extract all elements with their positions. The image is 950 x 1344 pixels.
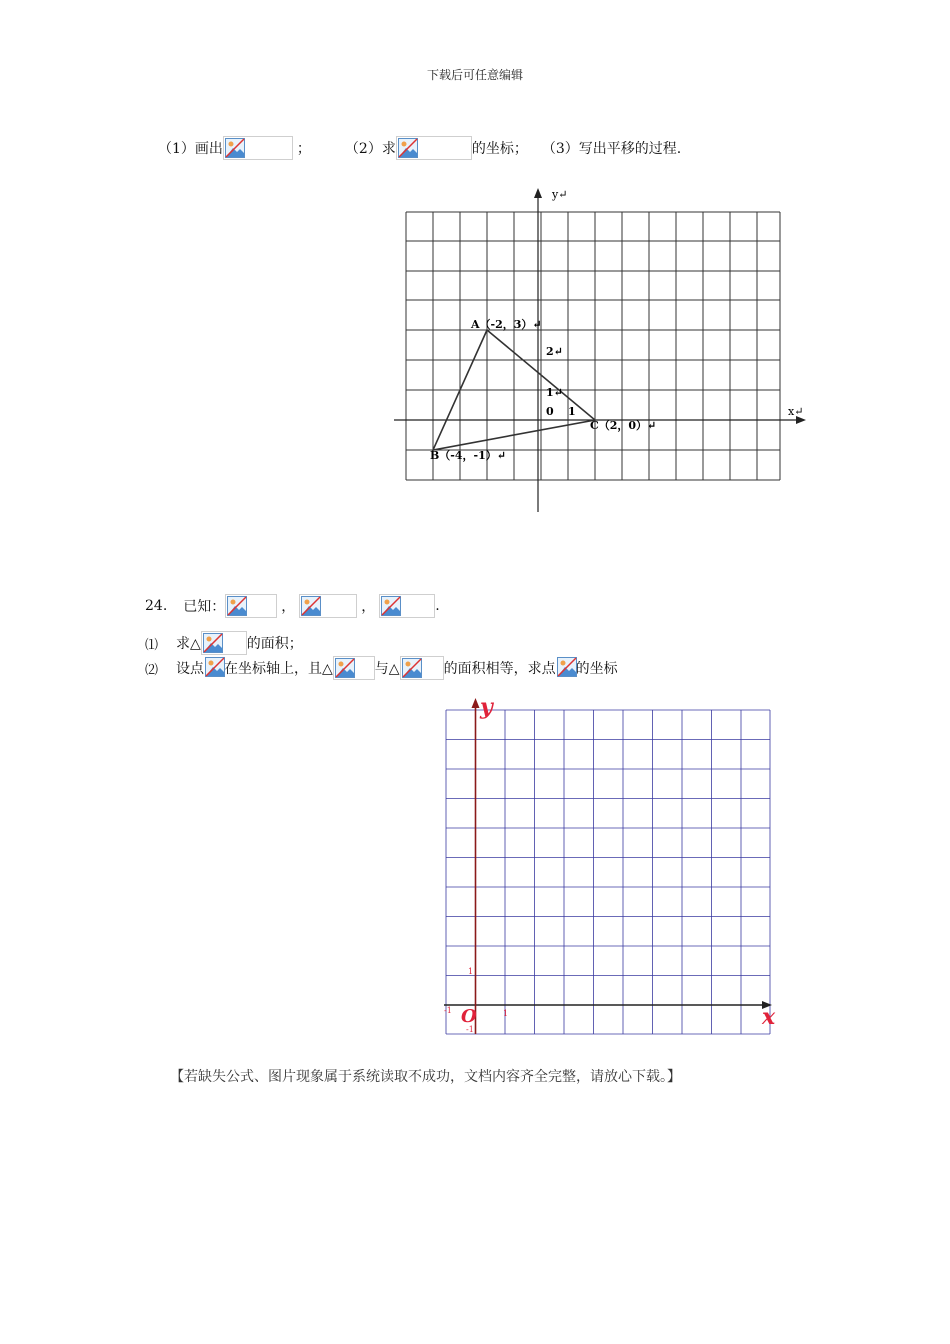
point-a-label: A（-2，3）↵: [471, 318, 542, 331]
grid-lines: [406, 212, 780, 480]
formula-image-placeholder: [396, 136, 472, 160]
y-axis: [472, 698, 480, 1034]
formula-image-placeholder: [223, 136, 293, 160]
q24-sub2-line: [145, 656, 618, 680]
q23-part2-suffix: 的坐标；: [471, 141, 528, 157]
tick-label-2: 2↵: [546, 345, 563, 358]
formula-image-placeholder: [201, 631, 247, 655]
point-b-label: B（-4，-1）↵: [430, 449, 506, 462]
broken-image-icon: [335, 658, 355, 678]
sub2-text-d: 的面积相等，求点: [443, 661, 556, 677]
formula-image-placeholder: [204, 656, 224, 680]
x-axis-label: x↵: [788, 405, 804, 418]
y-axis-label: y↵: [552, 188, 568, 201]
x-axis-label: x: [762, 1004, 776, 1030]
grid-lines-blue: [446, 710, 770, 1034]
broken-image-icon: [557, 657, 577, 677]
q23-part3-text: （3）写出平移的过程.: [541, 141, 682, 157]
broken-image-icon: [398, 138, 418, 158]
formula-image-placeholder: [556, 656, 576, 680]
tick-label-neg1-y: -1: [466, 1025, 474, 1034]
sub1-text-a: 求△: [176, 636, 201, 652]
origin-label: O: [461, 1006, 477, 1027]
formula-image-placeholder: [225, 594, 277, 618]
q24-number: 24.: [145, 598, 168, 614]
tick-label-1-y: 1↵: [546, 386, 563, 399]
tick-label-1-x: 1: [568, 405, 576, 418]
period: .: [435, 598, 440, 614]
broken-image-icon: [301, 596, 321, 616]
q24-given-label: 已知：: [183, 599, 226, 615]
sub1-text-b: 的面积；: [246, 636, 303, 652]
broken-image-icon: [225, 138, 245, 158]
footer-note: 【若缺失公式、图片现象属于系统读取不成功，文档内容齐全完整，请放心下载。】: [170, 1069, 681, 1085]
y-axis-label: y: [480, 694, 493, 720]
q24-sub1-line: [145, 631, 303, 655]
formula-image-placeholder: [400, 656, 444, 680]
broken-image-icon: [205, 657, 225, 677]
sub1-number: ⑴: [145, 637, 159, 653]
sub2-text-c: 与△: [374, 661, 400, 677]
q23-part1-label: （1）画出: [158, 141, 223, 157]
formula-image-placeholder: [333, 656, 375, 680]
coordinate-grid-2: [436, 690, 786, 1040]
formula-image-placeholder: [299, 594, 357, 618]
q23-part2-label: （2）求: [344, 141, 396, 157]
sub2-text-b: 在坐标轴上，且△: [224, 661, 333, 677]
broken-image-icon: [227, 596, 247, 616]
page-header: 下载后可任意编辑: [426, 68, 523, 82]
point-c-label: C（2，0）↵: [590, 419, 657, 432]
q24-given-line: [145, 594, 440, 618]
formula-image-placeholder: [379, 594, 435, 618]
q23-part1-sep: ；: [296, 141, 311, 157]
sub2-text-e: 的坐标: [575, 661, 618, 677]
sub2-number: ⑵: [145, 662, 159, 678]
x-axis: [444, 1001, 772, 1009]
broken-image-icon: [402, 658, 422, 678]
tick-label-neg1-x: -1: [444, 1006, 452, 1015]
tick-label-1-y: 1: [468, 967, 474, 976]
q23-parts-line: [158, 136, 681, 160]
coordinate-grid-1: [380, 180, 820, 520]
tick-label-1-x: 1: [503, 1009, 509, 1018]
broken-image-icon: [203, 633, 223, 653]
tick-label-0: 0: [546, 405, 554, 418]
sub2-text-a: 设点: [176, 661, 205, 677]
broken-image-icon: [381, 596, 401, 616]
comma-separator: ，: [361, 599, 376, 615]
comma-separator: ，: [281, 599, 296, 615]
